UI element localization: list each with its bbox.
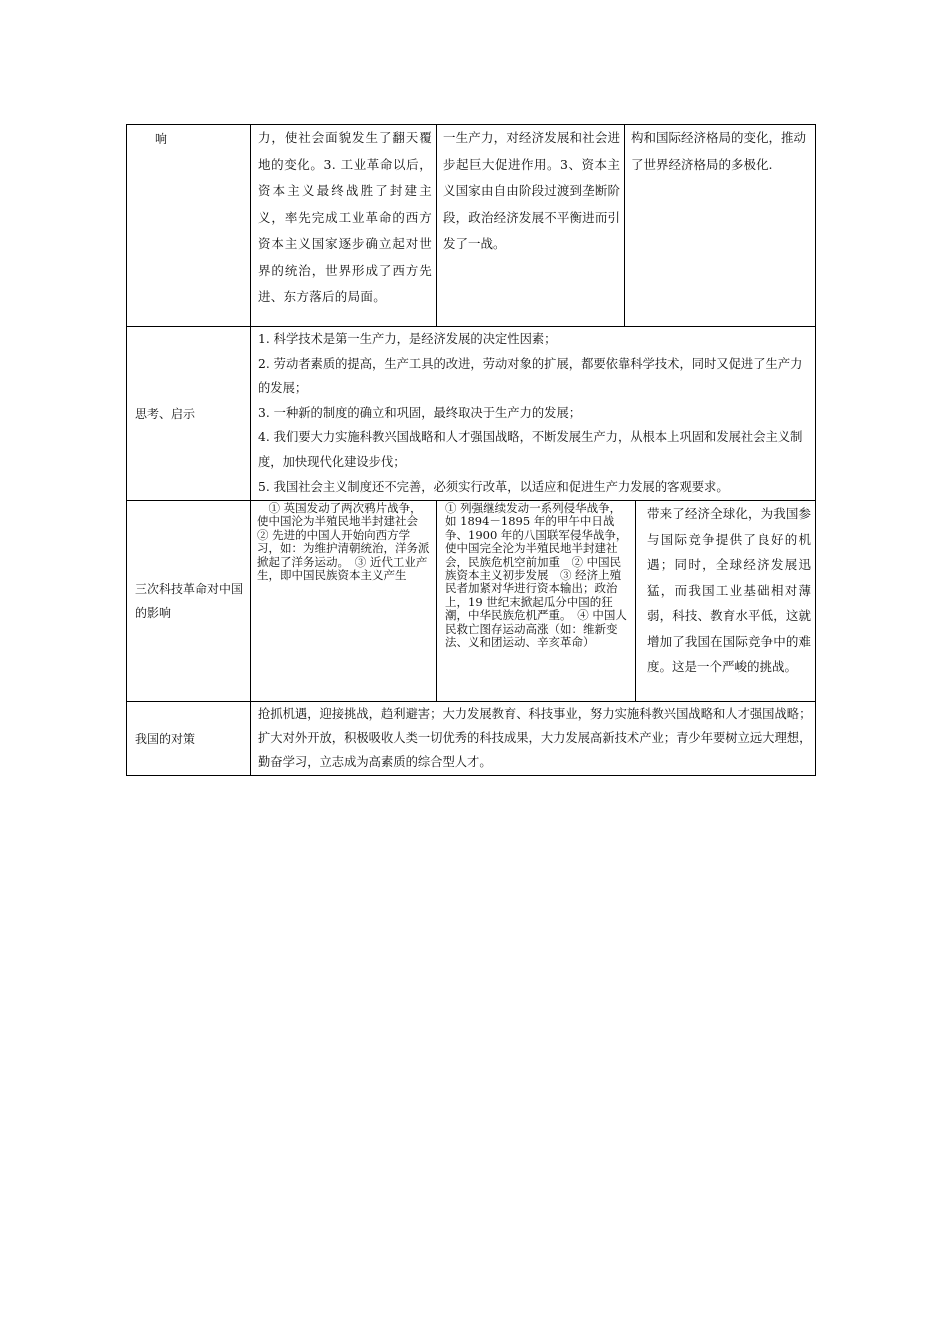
comparison-table (126, 124, 816, 776)
list-item: 4. 我们要大力实施科教兴国战略和人才强国战略，不断发展生产力，从根本上巩固和发展社会主义制度，加快现代化建设步伐； (258, 430, 803, 469)
row-label-text: 三次科技革命对中国的影响 (135, 582, 244, 620)
list-item: 3. 一种新的制度的确立和巩固，最终取决于生产力的发展； (258, 405, 582, 420)
table-cell (631, 125, 813, 325)
table-cell (258, 702, 812, 775)
row-label-text: 思考、启示 (135, 406, 196, 421)
column-divider (250, 125, 251, 775)
list-item: 2. 劳动者素质的提高，生产工具的改进，劳动对象的扩展，都要依靠科学技术，同时又促进了生产力的发展； (258, 356, 803, 396)
list-item: 5. 我国社会主义制度还不完善，必须实行改革，以适应和促进生产力发展的客观要求。 (258, 479, 729, 494)
list-item: 1. 科学技术是第一生产力，是经济发展的决定性因素； (258, 332, 557, 346)
cell-text: ① 列强继续发动一系列侵华战争，如 1894－1895 年的甲午中日战争、1900 年的八国联军侵华战争，使中国完全沦为半殖民地半封建社会，民族危机空前加重 ② 中国民族资本主义初步发展 ③ 经济上殖民者加紧对华进行资本输出；政治上，19 世纪末掀起瓜分中国的狂潮，中华民族危机严重。 ④ 中国人民救亡图存运动高涨（如：维新变法、义和团运动、辛亥革命） (445, 501, 628, 650)
row-label (155, 127, 245, 157)
cell-text: ① 英国发动了两次鸦片战争，使中国沦为半殖民地半封建社会 ② 先进的中国人开始向西方学习，如：为维护清朝统治，洋务派掀起了洋务运动。 ③ 近代工业产生，即中国民族资本主义产生 (257, 501, 441, 583)
row-label-text: 我国的对策 (135, 731, 196, 746)
row-label (135, 327, 247, 500)
cell-text: 抢抓机遇，迎接挑战，趋利避害；大力发展教育、科技事业，努力实施科教兴国战略和人才强国战略；扩大对外开放，积极吸收人类一切优秀的科技成果，大力发展高新技术产业；青少年要树立远大理想，勤奋学习，立志成为高素质的综合型人才。 (258, 707, 812, 770)
row-label (135, 702, 247, 775)
column-divider (635, 500, 636, 701)
table-cell (258, 125, 432, 325)
table-cell (258, 327, 812, 500)
row-label (135, 501, 247, 701)
cell-text: 构和国际经济格局的变化，推动了世界经济格局的多极化. (631, 130, 807, 172)
cell-text: 一生产力，对经济发展和社会进步起巨大促进作用。3、资本主义国家由自由阶段过渡到垄断阶段，政治经济发展不平衡进而引发了一战。 (443, 130, 620, 251)
table-cell (257, 501, 441, 700)
table-cell (443, 125, 620, 325)
cell-text: 力，使社会面貌发生了翻天覆地的变化。3. 工业革命以后，资本主义最终战胜了封建主义，率先完成工业革命的西方资本主义国家逐步确立起对世界的统治，世界形成了西方先进、东方落后的局面。 (258, 130, 432, 304)
column-divider (436, 500, 437, 701)
cell-text: 带来了经济全球化，为我国参与国际竞争提供了良好的机遇；同时，全球经济发展迅猛，而我国工业基础相对薄弱，科技、教育水平低，这就增加了我国在国际竞争中的难度。这是一个严峻的挑战。 (647, 506, 811, 674)
column-divider (624, 125, 625, 326)
column-divider (436, 125, 437, 326)
row-label-text: 响 (155, 132, 168, 146)
table-cell (445, 502, 629, 700)
table-cell (647, 501, 811, 701)
